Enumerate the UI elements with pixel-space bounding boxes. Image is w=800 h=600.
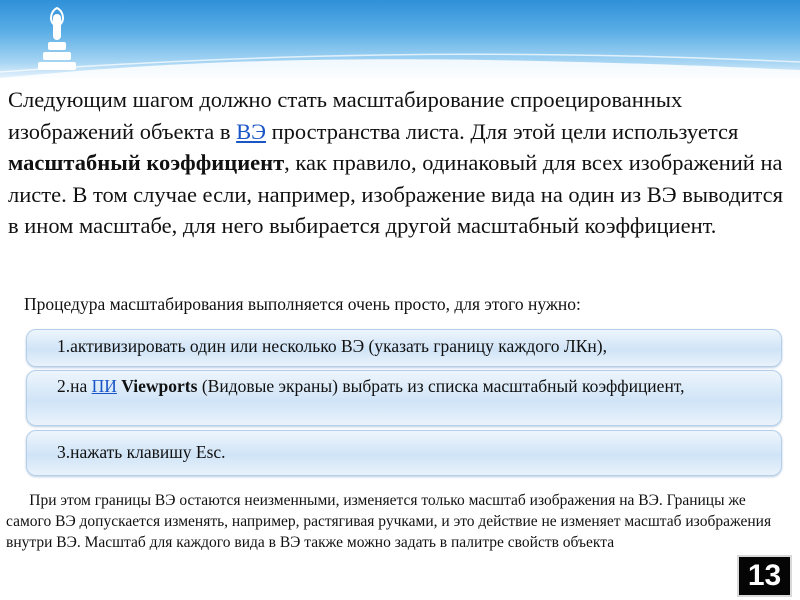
logo-icon — [34, 4, 80, 74]
step-item-2 — [26, 370, 782, 426]
step-item-3 — [26, 430, 782, 476]
step-prefix: 2.на — [57, 376, 92, 396]
step-item-1 — [26, 329, 782, 367]
paragraph-text: , как правило, одинаковый для всех изображений на листе. В том случае если, например, изображение вида на один из ВЭ выводится в ином масштабе, для него выбирается другой масштабный коэффициент. — [8, 150, 783, 238]
link-ve[interactable]: ВЭ — [236, 118, 266, 144]
header-wave-decoration — [0, 48, 800, 82]
link-pi[interactable]: ПИ — [91, 376, 117, 396]
note-paragraph — [6, 490, 790, 553]
paragraph-text: пространства листа. Для этой цели используется — [265, 118, 739, 144]
step-text: 1.активизировать один или несколько ВЭ (указать границу каждого ЛКн), — [57, 336, 608, 356]
note-text: При этом границы ВЭ остаются неизменными, изменяется только масштаб изображения на ВЭ. Границы же самого ВЭ допускается изменять, например, растягивая ручками, и это действие не изменяет масштаб изображения внутри ВЭ. Масштаб для каждого вида в ВЭ также можно задать в палитре свойств объекта — [6, 492, 772, 551]
main-paragraph — [8, 84, 793, 242]
step-text: (Видовые экраны) выбрать из списка масштабный коэффициент, — [197, 376, 685, 396]
page-number-badge: 13 — [737, 555, 792, 597]
step-text: 3.нажать клавишу Esc. — [57, 442, 226, 462]
header-banner — [0, 0, 800, 78]
bold-term: масштабный коэффициент — [8, 150, 285, 175]
intro-text: Процедура масштабирования выполняется очень просто, для этого нужно: — [24, 294, 581, 314]
bold-viewports: Viewports — [116, 376, 198, 396]
paragraph-text: Следующим шагом должно стать масштабирование спроецированных изображений объекта в — [8, 87, 683, 144]
